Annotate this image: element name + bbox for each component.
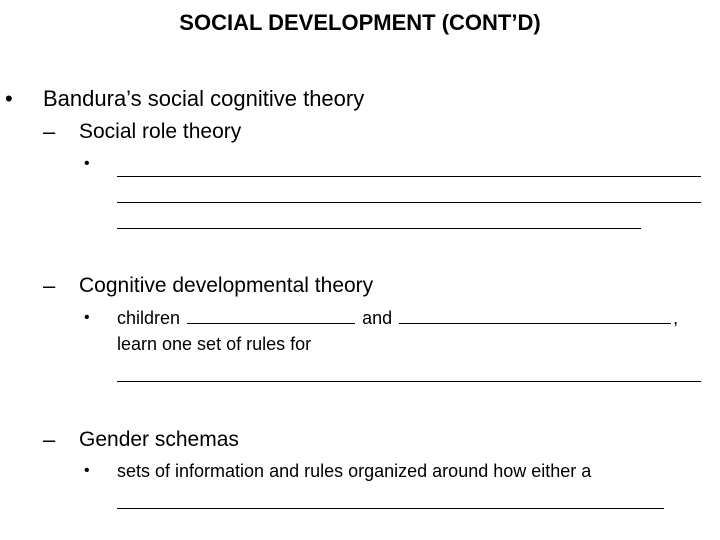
fill-blank-inline [187, 323, 355, 324]
cognitive-line-2: learn one set of rules for [117, 334, 312, 354]
slide-title: SOCIAL DEVELOPMENT (CONT’D) [179, 10, 541, 35]
fill-blank-line [117, 176, 701, 177]
cognitive-line-1 [117, 308, 678, 329]
bullet-main: • [5, 86, 13, 111]
dash-cognitive: – [43, 273, 56, 298]
fill-blank-inline [399, 323, 671, 324]
fill-blank-line [117, 508, 664, 509]
cognitive-line-1-mid: and [362, 308, 393, 328]
gender-line-1: sets of information and rules organized around how either a [117, 461, 592, 481]
main-point: Bandura’s social cognitive theory [43, 86, 365, 111]
cognitive-line-1-end: , [673, 308, 679, 328]
bullet-social-role: • [84, 155, 90, 172]
bullet-gender: • [84, 462, 90, 479]
cognitive-line-1-start: children [117, 308, 181, 328]
dash-social-role: – [43, 119, 56, 144]
social-role-heading: Social role theory [79, 120, 242, 143]
gender-heading: Gender schemas [79, 428, 239, 451]
cognitive-heading: Cognitive developmental theory [79, 274, 374, 297]
bullet-cognitive: • [84, 309, 90, 326]
dash-gender: – [43, 427, 56, 452]
fill-blank-line [117, 228, 641, 229]
fill-blank-line [117, 381, 701, 382]
fill-blank-line [117, 202, 701, 203]
